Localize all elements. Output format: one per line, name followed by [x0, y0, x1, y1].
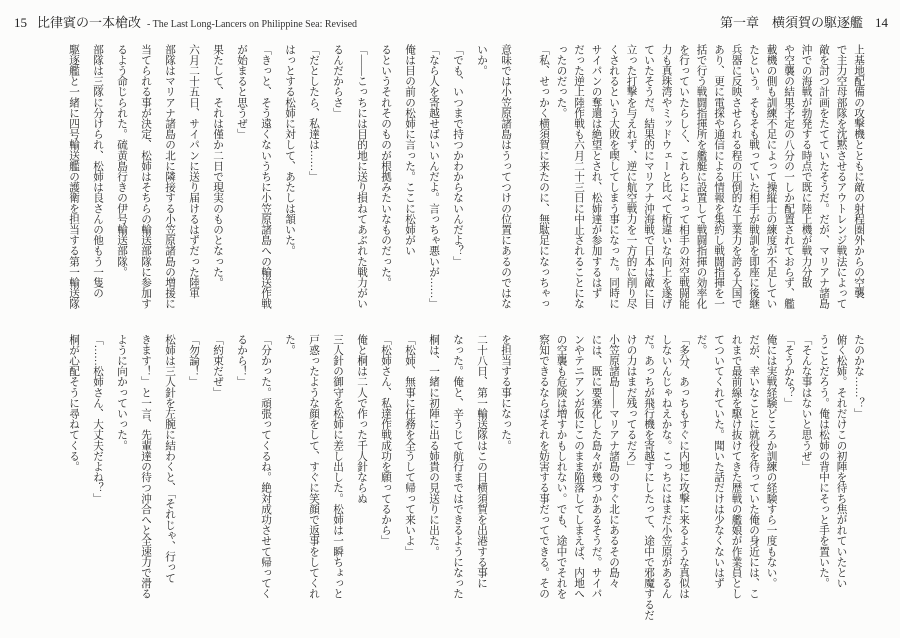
text-line: きます！」と一言、先輩達の待つ沖合へと全速力で滑る: [140, 334, 151, 599]
text-line: 「松姉、無事に任務を全うして帰って来いよ」: [404, 334, 415, 557]
text-line: で主力空母部隊を沈黙させるアウトレンジ戦法によって: [835, 44, 847, 309]
right-page-upper-tier: [535, 44, 868, 312]
text-line: いか。: [476, 44, 487, 76]
text-line: るんだからさ」: [332, 44, 343, 119]
text-line: 六月二十五日、サイパンに送り届けるはずだった陸軍: [188, 44, 199, 299]
text-line: 三人針の御守を松姉に差し出した。松姉は一瞬ちょっと: [332, 334, 343, 599]
text-line: あり、更に電探や通信による情報を集約し戦闘指揮を一: [713, 44, 724, 309]
text-line: 俺には実戦経験どころか訓練の経験すら一度もない。: [765, 334, 777, 589]
text-line: 戸惑ったような顔をして、すぐに笑顔で返事をしてくれ: [308, 334, 319, 599]
text-line: 察知できるならばそれを妨害する事だってできる。その: [538, 334, 549, 599]
text-line: 部隊はマリアナ諸島の北に隣接する小笠原諸島の増援に: [164, 44, 175, 309]
text-line: 当てられる事が決定、松姉はそちらの輸送部隊に参加す: [140, 44, 151, 309]
text-line: 「多分、あっちもすぐに内地に攻撃に来るような真似は: [678, 334, 689, 599]
text-line: には、既に要塞化した島々が幾つかあるそうだ。サイパ: [590, 334, 602, 599]
right-page-number: 14: [875, 15, 888, 30]
text-line: たという。そもそも戦っていた相手が戦訓を即座に後継: [748, 44, 759, 309]
book-title: 比律賓の一本槍改: [37, 15, 142, 30]
text-line: しないんじゃねえかな。こっちにはまだ小笠原があるん: [660, 334, 672, 599]
text-line: 俺は目の前の松姉に言った。ここに松姉がい: [404, 44, 415, 256]
text-line: けの力はまだ残ってるだろ」: [625, 334, 637, 472]
text-line: を担当する事になった。: [500, 334, 511, 451]
chapter-title: 第一章 横須賀の駆逐艦: [719, 15, 863, 30]
text-line: たのかな……？」: [853, 334, 864, 419]
text-line: 「でも、いつまで持つかわからないんだよ？」: [452, 44, 463, 267]
book-subtitle: - The Last Long-Lancers on Philippine Sea: Revised: [147, 19, 358, 30]
text-line: 桐は、一緒に初陣に出る姉貴の見送りに出た。: [428, 334, 439, 557]
text-line: 「……松姉さん、大丈夫だよね？」: [92, 334, 103, 504]
text-line: るというそれそのものが根拠みたいなものだった。: [380, 44, 391, 288]
text-line: 松姉は三人針を左腕に結わくと、「それじゃ、行って: [164, 334, 175, 584]
text-line: 「きっと、そう遠くないうちに小笠原諸島への輸送作戦: [260, 44, 271, 309]
left-page-lower-tier: [61, 334, 517, 604]
text-line: 「勿論！」: [188, 334, 199, 387]
text-line: 「私、せっかく横須賀に来たのに、無駄足になっちゃっ: [538, 44, 549, 309]
text-line: だ。あっちが飛行機を寄越すにしたって、途中で邪魔するだ: [643, 334, 654, 621]
text-line: ったのだった。: [555, 44, 567, 119]
text-line: 載機の側も訓練不足によって操縦士の練度が不足してい: [765, 44, 777, 309]
text-line: 括で行う戦闘指揮所を艦艇に設置して戦闘指揮の効率化: [695, 44, 707, 309]
text-line: ていたそうだ。結果的にマリアナ沖海戦で日本は敵に目: [643, 44, 654, 309]
text-line: 意味では小笠原諸島はうってつけの位置にあるのではな: [500, 44, 511, 309]
text-line: るから！」: [236, 334, 247, 387]
text-line: 「そんな事はないと思うぜ」: [800, 334, 812, 472]
text-line: 「なら人を寄越せばいいんだよ。言っちゃ悪いが……」: [428, 44, 439, 309]
text-line: 「——こっちには目的地に送り損ねてあぶれた戦力がい: [356, 44, 367, 309]
text-line: が始まると思うぜ」: [236, 44, 247, 140]
right-page-header: [720, 12, 888, 31]
text-line: サイパンの奪還は絶望とされ、松姉達が参加するはず: [590, 44, 602, 299]
text-line: 小笠原諸島——マリアナ諸島のすぐ北にあるその島々: [608, 334, 619, 589]
text-line: 沖での海戦が勃発する時点で既に陸上機が戦力分散: [800, 44, 812, 288]
text-line: るよう命じられた。硫黄島行きの伊号輸送部隊。: [116, 44, 127, 278]
left-page-number: 15: [14, 15, 27, 30]
text-line: や空襲の結果予定の八分の一しか配置されておらず、艦: [783, 44, 794, 309]
text-line: だが、幸いなことに就役を待っていた俺の身近には、こ: [748, 334, 759, 599]
text-line: 「だとしたら、私達は……」: [308, 44, 319, 182]
text-line: 俺と桐は二人で作った千人針ならぬ: [356, 334, 367, 504]
text-line: てついてくれていた。聞いた話だけは少なくないはず: [713, 334, 724, 589]
text-line: 俯く松姉。それだけこの初陣を待ち焦がれていたとい: [835, 334, 847, 589]
text-line: 駆逐艦と一緒に四号輸送艦の護衛を担当する第一輸送隊: [68, 44, 79, 309]
text-line: の空襲も危険は増すかもしれない。でも、途中でそれを: [555, 334, 567, 599]
text-line: 立った打撃を与えれず、逆に航空戦力を一方的に削り尽: [625, 44, 637, 309]
text-line: 兵器に反映させられる程の圧倒的な工業力を誇る大国で: [730, 44, 742, 309]
text-line: 果たして、それは僅か二日で現実のものとなった。: [212, 44, 223, 288]
text-line: 「約束だぜ」: [212, 334, 223, 398]
text-line: 「松姉さん、私達作戦成功を願ってるから」: [380, 334, 391, 546]
text-line: なった。俺と、辛うじて航行まではできるようになった: [452, 334, 463, 599]
text-line: 敵を討つ計画をたてていたそうだ。だが、マリアナ諸島: [818, 44, 829, 309]
text-line: くされるという大敗を喫してしまう事になった。同時に: [608, 44, 619, 309]
text-line: を行っていたらしく、これらによって相手の対空戦闘能: [678, 44, 689, 309]
text-line: 桐が心配そうに尋ねてくる。: [68, 334, 79, 472]
text-line: 上基地配備の攻撃機とともに敵の射程圏外からの空襲: [853, 44, 864, 299]
text-line: た。: [284, 334, 295, 356]
text-line: 部隊は三隊に分けられ、松姉は良さんの他もう一隻の: [92, 44, 103, 299]
left-page-header: [14, 12, 357, 31]
text-line: 「そうかな？」: [783, 334, 794, 409]
text-line: 「分かった。頑張ってくるね。絶対成功させて帰ってく: [260, 334, 271, 599]
text-line: れまで最前線を駆け抜けてきた歴戦の艦娘が作業員とし: [730, 334, 742, 599]
text-line: ンやテニアンが仮にこのまま陥落してしまえば、内地へ: [573, 334, 584, 599]
right-page-lower-tier: [535, 334, 868, 621]
left-page-upper-tier: [61, 44, 517, 312]
text-line: ように向かっていった。: [116, 334, 127, 451]
text-line: 力も真珠湾やミッドウェーと比べて桁違いな向上を遂げ: [660, 44, 672, 309]
text-line: だ。: [695, 334, 707, 356]
text-line: だった逆上陸作戦も六月二十三日に中止されることにな: [573, 44, 584, 309]
text-line: はっとする松姉に対して、あたしは頷いた。: [284, 44, 295, 256]
text-line: うことだろう。俺は松姉の背中にそっと手を置いた。: [818, 334, 829, 589]
text-line: 二十八日、第一輸送隊はこの日横須賀を出港する事に: [476, 334, 487, 589]
